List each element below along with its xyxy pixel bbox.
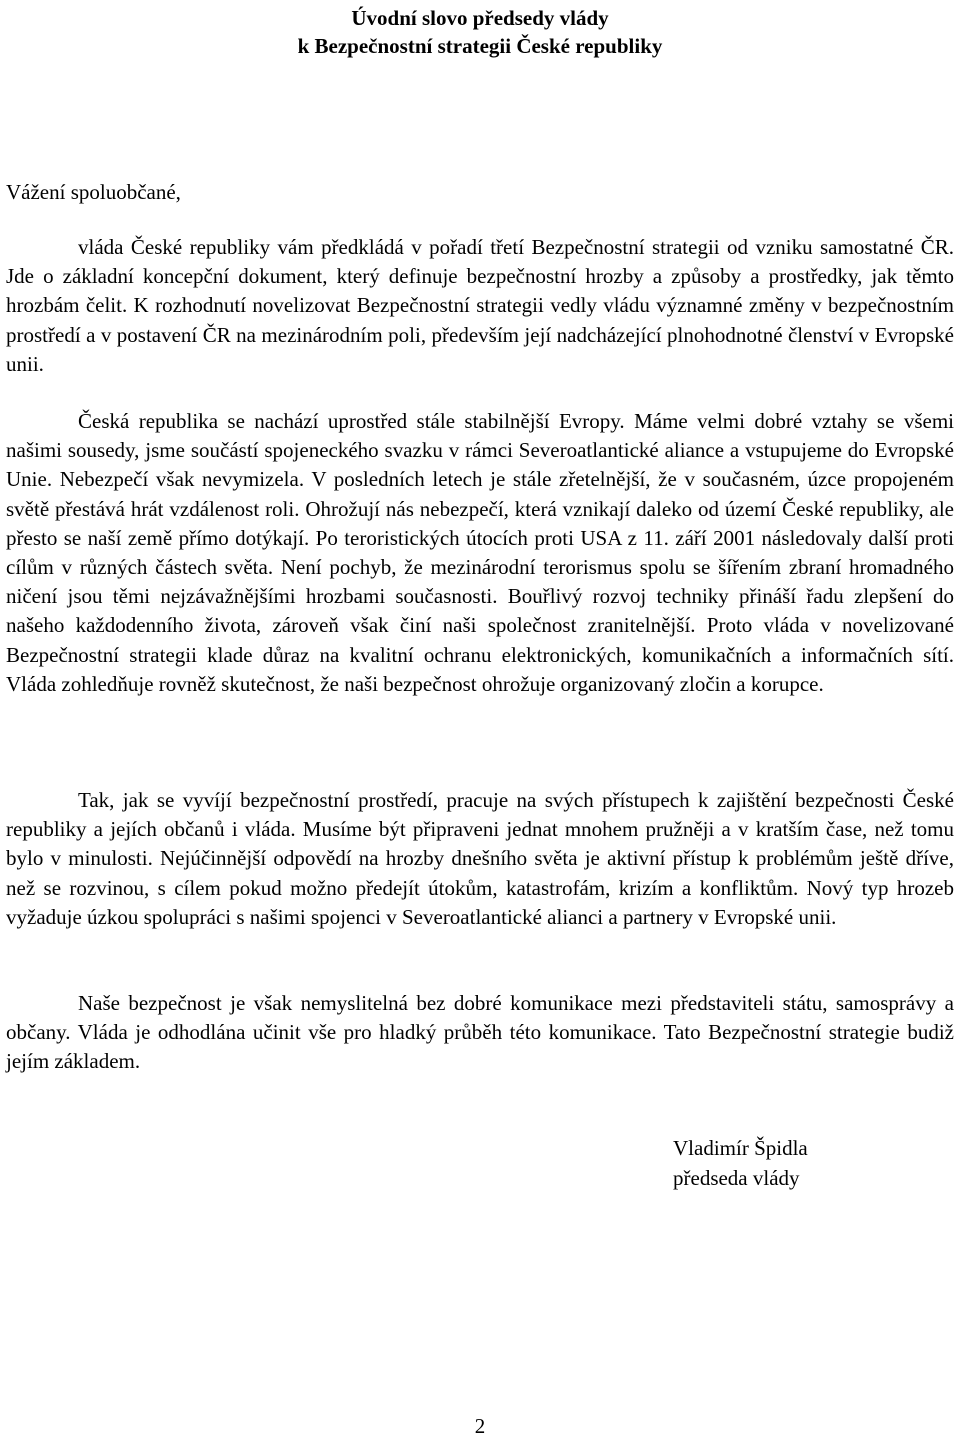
- title-line-1: Úvodní slovo předsedy vlády: [351, 6, 609, 30]
- paragraph-4: Naše bezpečnost je však nemyslitelná bez dobré komunikace mezi představiteli státu, samosprávy a občany. Vláda je odhodlána učinit vše pro hladký průběh této komunikace. Tato Bezpečnostní strategie budiž jejím základem.: [6, 991, 954, 1074]
- signature-block: [673, 1133, 808, 1193]
- salutation: Vážení spoluobčané,: [6, 180, 181, 204]
- title-line-2: k Bezpečnostní strategii České republiky: [297, 34, 663, 58]
- paragraph-2: Česká republika se nachází uprostřed stále stabilnější Evropy. Máme velmi dobré vztahy se všemi našimi sousedy, jsme součástí spojeneckého svazku v rámci Severoatlantické aliance a vstupujeme do Evropské Unie. Nebezpečí však nevymizela. V posledních letech je stále zřetelnější, že v současném, úzce propojeném světě přestává hrát vzdálenost roli. Ohrožují nás nebezpečí, která vznikají daleko od území České republiky, ale přesto se naší země přímo dotýkají. Po teroristických útocích proti USA z 11. září 2001 následovaly další proti cílům v různých částech světa. Není pochyb, že mezinárodní terorismus spolu se šířením zbraní hromadného ničení jsou těmi nejzávažnějšími hrozbami současnosti. Bouřlivý rozvoj techniky přináší řadu zlepšení do našeho každodenního života, zároveň však činí naši společnost zranitelnější. Proto vláda v novelizované Bezpečnostní strategii klade důraz na kvalitní ochranu elektronických, komunikačních a informačních sítí. Vláda zohledňuje rovněž skutečnost, že naši bezpečnost ohrožuje organizovaný zločin a korupce.: [6, 409, 954, 696]
- paragraph-3: Tak, jak se vyvíjí bezpečnostní prostředí, pracuje na svých přístupech k zajištění bezpečnosti České republiky a jejích občanů i vláda. Musíme být připraveni jednat mnohem pružněji a v kratším čase, než tomu bylo v minulosti. Nejúčinnější odpovědí na hrozby dnešního světa je aktivní přístup k problémům ještě dříve, než se rozvinou, s cílem pokud možno předejít útokům, katastrofám, krizím a konfliktům. Nový typ hrozeb vyžaduje úzkou spolupráci s našimi spojenci v Severoatlantické alianci a partnery v Evropské unii.: [6, 788, 954, 929]
- page-number: 2: [474, 1414, 486, 1438]
- document-title: [0, 4, 960, 60]
- signature-role: předseda vlády: [673, 1166, 800, 1190]
- paragraph-1: vláda České republiky vám předkládá v pořadí třetí Bezpečnostní strategii od vzniku samostatné ČR. Jde o základní koncepční dokument, který definuje bezpečnostní hrozby a způsoby a prostředky, jak těmto hrozbám čelit. K rozhodnutí novelizovat Bezpečnostní strategii vedly vládu významné změny v bezpečnostním prostředí a v postavení ČR na mezinárodním poli, především její nadcházející plnohodnotné členství v Evropské unii.: [6, 235, 954, 376]
- signature-name: Vladimír Špidla: [673, 1136, 808, 1160]
